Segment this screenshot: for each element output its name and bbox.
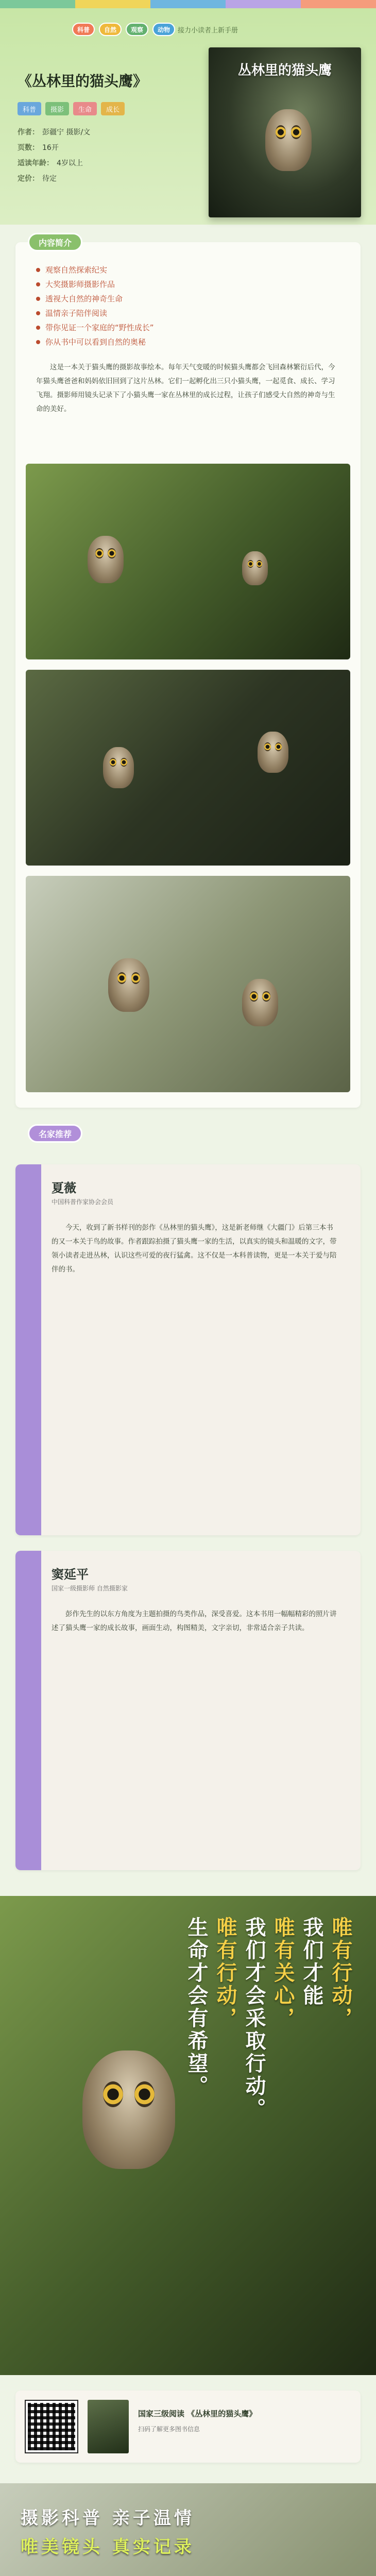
brand-line: 接力小读者上新手册 bbox=[178, 27, 238, 35]
spread-photo bbox=[26, 464, 350, 659]
book-title: 《丛林里的猫头鹰》 bbox=[18, 73, 148, 90]
slogan-line: 我们才能 bbox=[300, 1917, 323, 2007]
reviewer-name: 夏薇 bbox=[52, 1181, 76, 1195]
category-pill: 科普 bbox=[18, 102, 41, 115]
review-text: 彭作先生的以东方角度为主题拍摄的鸟类作品，深受喜爱。这本书用一幅幅精彩的照片讲述了猫头鹰一家的成长故事，画面生动，构图精美，文字亲切，非常适合亲子共读。 bbox=[52, 1610, 337, 1632]
category-pill: 摄影 bbox=[45, 102, 69, 115]
meta-row bbox=[18, 125, 90, 140]
tag-chip[interactable]: 科普 bbox=[72, 23, 95, 36]
tag-chip[interactable]: 观察 bbox=[126, 23, 148, 36]
category-pill: 生命 bbox=[73, 102, 97, 115]
owl-illustration bbox=[258, 732, 288, 773]
meta-row bbox=[18, 140, 90, 156]
book-meta-list bbox=[18, 125, 90, 187]
promo-subtitle: 扫码了解更多图书信息 bbox=[138, 2426, 200, 2433]
owl-illustration bbox=[103, 747, 134, 788]
owl-illustration bbox=[108, 958, 149, 1012]
meta-value: 彭疆宁 摄影/文 bbox=[42, 128, 91, 137]
meta-value: 16开 bbox=[42, 144, 59, 152]
reviewer-name: 窦延平 bbox=[52, 1567, 89, 1582]
meta-row bbox=[18, 156, 90, 171]
qr-code[interactable] bbox=[26, 2401, 77, 2452]
rainbow-bar-top bbox=[0, 0, 376, 8]
meta-value: 待定 bbox=[42, 175, 57, 183]
slogan-line: 唯有行动， bbox=[213, 1917, 237, 2030]
slogan-line: 唯有行动， bbox=[329, 1917, 352, 2030]
highlight-item: 带你见证一个家庭的“野性成长” bbox=[36, 320, 154, 335]
meta-key: 适读年龄： bbox=[18, 159, 54, 167]
highlight-list bbox=[36, 263, 154, 349]
highlight-item: 大奖摄影师摄影作品 bbox=[36, 277, 154, 292]
poster-photo bbox=[0, 1896, 376, 2375]
review-text: 今天，收到了新书样刊的彭作《丛林里的猫头鹰》，这是新老师继《大疆门》后第三本书的又一本关于鸟的故事。作者跟踪拍摄了猫头鹰一家的生活，以真实的镜头和温暖的文字，带领小读者走进丛林，认识这些可爱的夜行猛禽。这不仅是一本科普读物，更是一本关于爱与陪伴的书。 bbox=[52, 1224, 337, 1274]
category-pills bbox=[18, 102, 125, 115]
slogan-line: 生命才会有希望。 bbox=[184, 1917, 208, 2098]
poster-photo bbox=[0, 2483, 376, 2576]
promo-title: 国家三级阅读 《丛林里的猫头鹰》 bbox=[138, 2409, 257, 2418]
intro-section bbox=[15, 238, 361, 1108]
owl-illustration bbox=[88, 536, 124, 583]
meta-row bbox=[18, 171, 90, 187]
slogan-line: 我们才会采取行动。 bbox=[242, 1917, 266, 2121]
meta-value: 4岁以上 bbox=[57, 159, 83, 167]
slogan-line: 唯有关心， bbox=[271, 1917, 295, 2030]
section-heading: 内容简介 bbox=[28, 233, 82, 251]
owl-illustration bbox=[82, 2050, 175, 2169]
poster-line: 唯美镜头 真实记录 bbox=[21, 2537, 195, 2557]
promo-book-thumb bbox=[88, 2400, 129, 2453]
spread-photo bbox=[26, 670, 350, 866]
highlight-item: 观察自然探索纪实 bbox=[36, 263, 154, 277]
review-card bbox=[15, 1164, 361, 1535]
owl-illustration bbox=[242, 551, 268, 585]
meta-key: 作者： bbox=[18, 128, 39, 137]
accent-strip bbox=[15, 1164, 41, 1535]
intro-paragraph: 这是一本关于猫头鹰的摄影故事绘本。每年天气变暖的时候猫头鹰都会飞回森林繁衍后代，今年猫头鹰爸爸和妈妈依旧回到了这片丛林。它们一起孵化出三只小猫头鹰，一起觅食、成长、学习飞翔。摄影师用镜头记录下了小猫头鹰一家在丛林里的成长过程，让孩子们感受大自然的神奇与生命的美好。 bbox=[36, 363, 335, 413]
accent-strip bbox=[15, 1551, 41, 1870]
category-pill: 成长 bbox=[101, 102, 125, 115]
tag-chip[interactable]: 自然 bbox=[99, 23, 122, 36]
meta-key: 定价： bbox=[18, 175, 39, 183]
section-heading: 名家推荐 bbox=[28, 1124, 82, 1143]
reviewer-role: 国家一级摄影师 自然摄影家 bbox=[52, 1585, 128, 1592]
tag-chip[interactable]: 动物 bbox=[152, 23, 175, 36]
owl-illustration bbox=[265, 109, 312, 171]
hero-section bbox=[0, 8, 376, 225]
owl-illustration bbox=[242, 979, 278, 1026]
poster-line: 摄影科普 亲子温情 bbox=[21, 2508, 195, 2529]
spread-photo bbox=[26, 876, 350, 1092]
reviewer-role: 中国科普作家协会会员 bbox=[52, 1198, 114, 1206]
cover-title: 丛林里的猫头鹰 bbox=[237, 63, 332, 78]
meta-key: 页数： bbox=[18, 144, 39, 152]
review-card bbox=[15, 1551, 361, 1870]
highlight-item: 你从书中可以看到自然的奥秘 bbox=[36, 335, 154, 349]
highlight-item: 温情亲子陪伴阅读 bbox=[36, 306, 154, 320]
tag-row bbox=[72, 23, 175, 36]
book-cover-image[interactable] bbox=[209, 47, 361, 217]
promo-card[interactable] bbox=[15, 2391, 361, 2463]
highlight-item: 透视大自然的神奇生命 bbox=[36, 292, 154, 306]
